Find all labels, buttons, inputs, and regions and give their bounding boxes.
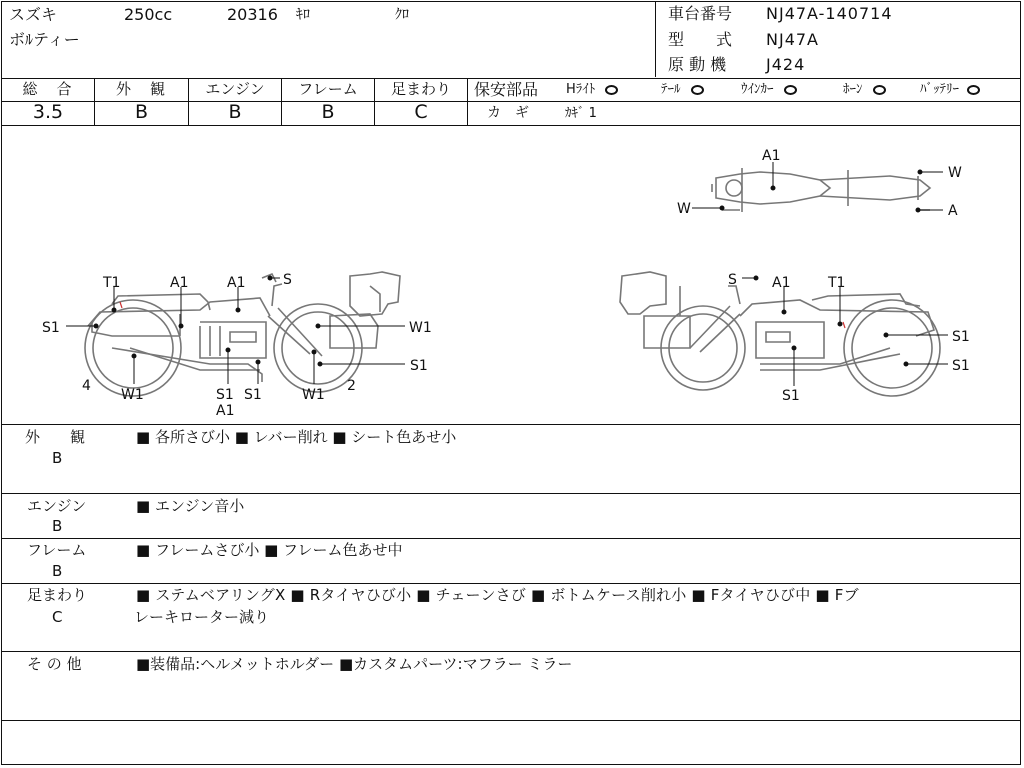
type-value: NJ47A xyxy=(766,30,819,49)
grade-engine: B xyxy=(228,101,242,123)
note-grade-engine: B xyxy=(52,517,63,535)
diagram-label: A1 xyxy=(216,403,235,419)
type-label: 型 式 xyxy=(668,30,733,49)
diagram-label: S xyxy=(283,272,292,288)
safety-item-tail xyxy=(661,83,704,96)
diagram-label: S1 xyxy=(42,320,60,336)
grade-exterior: B xyxy=(134,101,149,123)
engine-value: J424 xyxy=(766,55,806,74)
note-grade-suspension: C xyxy=(52,608,63,626)
safety-label: 保安部品 xyxy=(474,80,539,99)
grade-top-line xyxy=(1,78,1021,79)
safety-item-label: ﾊﾞｯﾃﾘｰ xyxy=(920,82,959,97)
diagram-label: W1 xyxy=(302,387,325,403)
frame-no-label: 車台番号 xyxy=(668,4,733,23)
note-text-other: ■装備品:ヘルメットホルダー ■カスタムパーツ:マフラー ミラー xyxy=(136,655,573,673)
diagram-label: W1 xyxy=(121,387,144,403)
mileage: 20316 xyxy=(227,5,278,24)
grade-suspension: C xyxy=(414,101,428,123)
diagram-label: A1 xyxy=(170,275,189,291)
diagram-label: S xyxy=(728,272,737,288)
diagram-label: S1 xyxy=(216,387,234,403)
safety-item-headlight xyxy=(566,83,618,96)
grade-header-overall: 総 合 xyxy=(22,80,74,98)
note-label-suspension: 足まわり xyxy=(27,586,88,604)
note-label-exterior: 外 観 xyxy=(25,428,86,446)
diagram-label: S1 xyxy=(782,388,800,404)
notes-divider xyxy=(1,493,1021,494)
safety-item-label: ｳｲﾝｶｰ xyxy=(741,82,774,97)
note-text-exterior: ■ 各所さび小 ■ レバー削れ ■ シート色あせ小 xyxy=(136,428,457,446)
ok-mark-icon xyxy=(605,85,618,95)
ok-mark-icon xyxy=(691,85,704,95)
grade-frame: B xyxy=(321,101,335,123)
color: ｸﾛ xyxy=(395,7,409,23)
note-grade-frame: B xyxy=(52,562,63,580)
diagram-label: S1 xyxy=(952,329,970,345)
ok-mark-icon xyxy=(967,85,980,95)
diagram-label: A1 xyxy=(227,275,246,291)
model-name: ボﾙティー xyxy=(9,30,80,49)
note-text-suspension-line2: レーキローター減り xyxy=(134,608,270,626)
note-text-engine: ■ エンジン音小 xyxy=(136,497,245,515)
grade-header-suspension: 足まわり xyxy=(390,80,451,98)
diagram-label: A1 xyxy=(772,275,791,291)
displacement: 250cc xyxy=(124,5,173,24)
diagram-label: W xyxy=(677,201,691,217)
notes-divider xyxy=(1,583,1021,584)
safety-item-horn xyxy=(843,83,886,96)
safety-item-winker xyxy=(741,83,797,96)
grade-col-divider xyxy=(467,78,468,125)
note-text-frame: ■ フレームさび小 ■ フレーム色あせ中 xyxy=(136,541,403,559)
safety-item-label: ﾃｰﾙ xyxy=(661,82,681,97)
diagram-label: 2 xyxy=(347,378,356,394)
safety-item-battery xyxy=(920,83,980,96)
diagram-label: T1 xyxy=(828,275,846,291)
grade-header-exterior: 外 観 xyxy=(115,80,167,98)
ok-mark-icon xyxy=(784,85,797,95)
note-text-suspension: ■ ステムベアリングX ■ Rタイヤひび小 ■ チェーンさび ■ ボトムケース削れ小 ■ Fタイヤひび中 ■ Fブ xyxy=(136,586,859,604)
diagram-label: T1 xyxy=(103,275,121,291)
mileage-unit: ｷﾛ xyxy=(296,7,310,23)
diagram-label: W xyxy=(948,165,962,181)
motorcycle-top-view-icon xyxy=(712,168,930,212)
safety-item-label: ﾎｰﾝ xyxy=(843,82,863,97)
frame-no: NJ47A-140714 xyxy=(766,4,893,23)
diagram-label: 4 xyxy=(82,378,91,394)
grade-header-frame: フレーム xyxy=(298,80,358,98)
header-divider xyxy=(655,1,656,77)
notes-divider xyxy=(1,720,1021,721)
diagram-label: S1 xyxy=(952,358,970,374)
diagram-label: A1 xyxy=(762,148,781,164)
diagram-label: A xyxy=(948,203,958,219)
notes-divider xyxy=(1,651,1021,652)
grade-mid-line xyxy=(1,101,1021,102)
notes-divider xyxy=(1,538,1021,539)
safety-item-label: Hﾗｲﾄ xyxy=(566,82,596,97)
ok-mark-icon xyxy=(873,85,886,95)
grade-header-engine: エンジン xyxy=(205,80,265,98)
engine-label: 原 動 機 xyxy=(668,55,727,74)
key-label: カ ギ xyxy=(487,105,529,121)
note-label-frame: フレーム xyxy=(27,541,87,559)
damage-diagram xyxy=(0,126,1022,424)
note-grade-exterior: B xyxy=(52,449,63,467)
note-label-other: そ の 他 xyxy=(27,655,82,673)
grade-overall: 3.5 xyxy=(32,101,64,123)
maker: スズキ xyxy=(9,5,58,24)
note-label-engine: エンジン xyxy=(27,497,87,515)
key-value: ｶｷﾞ 1 xyxy=(565,106,597,121)
diagram-label: S1 xyxy=(244,387,262,403)
diagram-label: S1 xyxy=(410,358,428,374)
diagram-bottom-line xyxy=(1,424,1021,425)
diagram-label: W1 xyxy=(409,320,432,336)
